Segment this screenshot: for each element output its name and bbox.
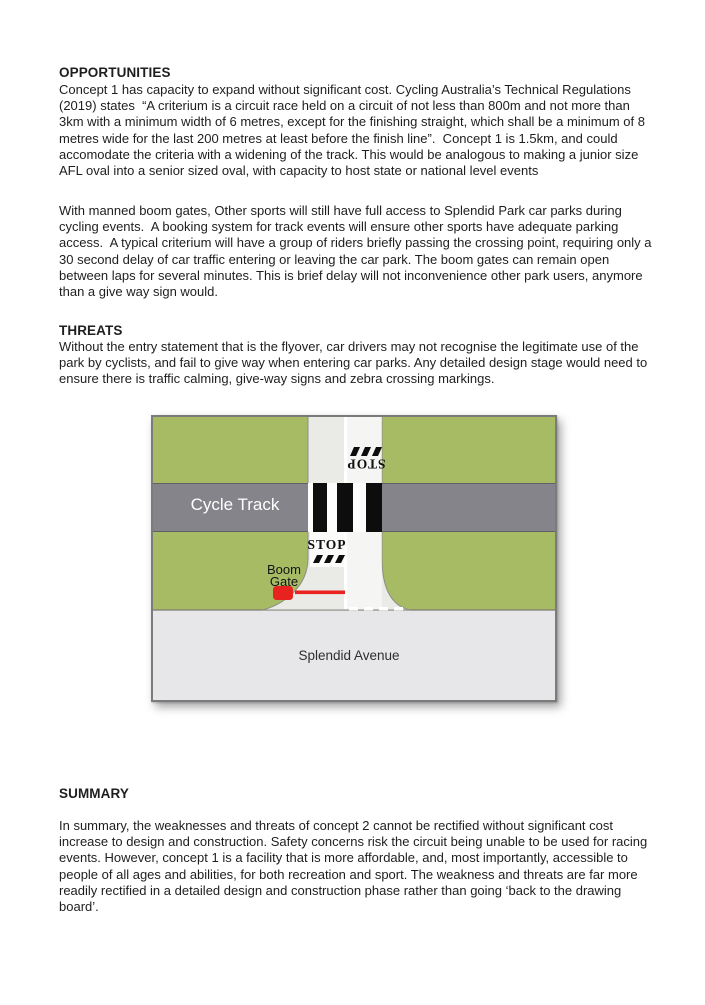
- section-heading-summary: SUMMARY: [59, 786, 129, 801]
- boom-gate-label-line2: Gate: [269, 574, 299, 589]
- opportunities-paragraph-1: Concept 1 has capacity to expand without significant cost. Cycling Australia’s Technical Regulations (2019) states “A criterium is a circuit race held on a circuit of not less than 800m and not more than 3km with a minimum width of 6 metres, except for the finishing straight, which shall be a minimum of 8 metres wide for the last 200 metres at least before the finish line”. Concept 1 is 1.5km, and could accomodate the criteria with a widening of the track. This would be analogous to making a junior size AFL oval into a senior sized oval, with capacity to host state or national level events: [59, 82, 649, 179]
- threats-paragraph-1: Without the entry statement that is the flyover, car drivers may not recognise the legitimate use of the park by cyclists, and fail to give way when entering car parks. Any detailed design stage would need to ensure there is traffic calming, give-way signs and zebra crossing markings.: [59, 339, 651, 387]
- boom-gate-arm: [295, 591, 345, 595]
- zebra-stripe: [337, 483, 353, 532]
- dash: [349, 607, 358, 610]
- zebra-stripe: [313, 483, 327, 532]
- splendid-avenue-label: Splendid Avenue: [298, 648, 400, 663]
- dash: [394, 607, 403, 610]
- dash: [364, 607, 373, 610]
- opportunities-paragraph-2: With manned boom gates, Other sports will still have full access to Splendid Park car parks during cycling events. A booking system for track events will ensure other sports have adequate parking access. A typical criterium will have a group of riders briefly passing the crossing point, requiring only a 30 second delay of car traffic entering or leaving the car park. The boom gates can remain open between laps for several minutes. This is brief delay will not inconvenience other park users, anymore than a give way sign would.: [59, 203, 656, 300]
- cycle-track-label: Cycle Track: [190, 495, 280, 514]
- zebra-stripe: [366, 483, 382, 532]
- section-heading-threats: THREATS: [59, 323, 123, 338]
- summary-paragraph-1: In summary, the weaknesses and threats of concept 2 cannot be rectified without significant cost increase to design and construction. Safety concerns risk the circuit being unable to be used for racing events. However, concept 1 is a facility that is more affordable, and, most importantly, accessible to people of all ages and abilities, for both recreation and sport. The weakness and threats are far more readily rectified in a detailed design and construction phase rather than going ‘back to the drawing board’.: [59, 818, 651, 915]
- dash: [379, 607, 388, 610]
- stop-text-north: STOP: [346, 456, 386, 472]
- stop-text-south: STOP: [307, 537, 347, 552]
- crossing-diagram-figure: [151, 415, 557, 702]
- section-heading-opportunities: OPPORTUNITIES: [59, 65, 171, 80]
- zebra-crossing: [308, 483, 382, 532]
- crossing-diagram: [153, 417, 555, 700]
- road-centre-line-upper: [344, 417, 347, 483]
- boom-gate-label-line1: Boom: [267, 562, 301, 577]
- road-right-lane-lower: [347, 532, 382, 609]
